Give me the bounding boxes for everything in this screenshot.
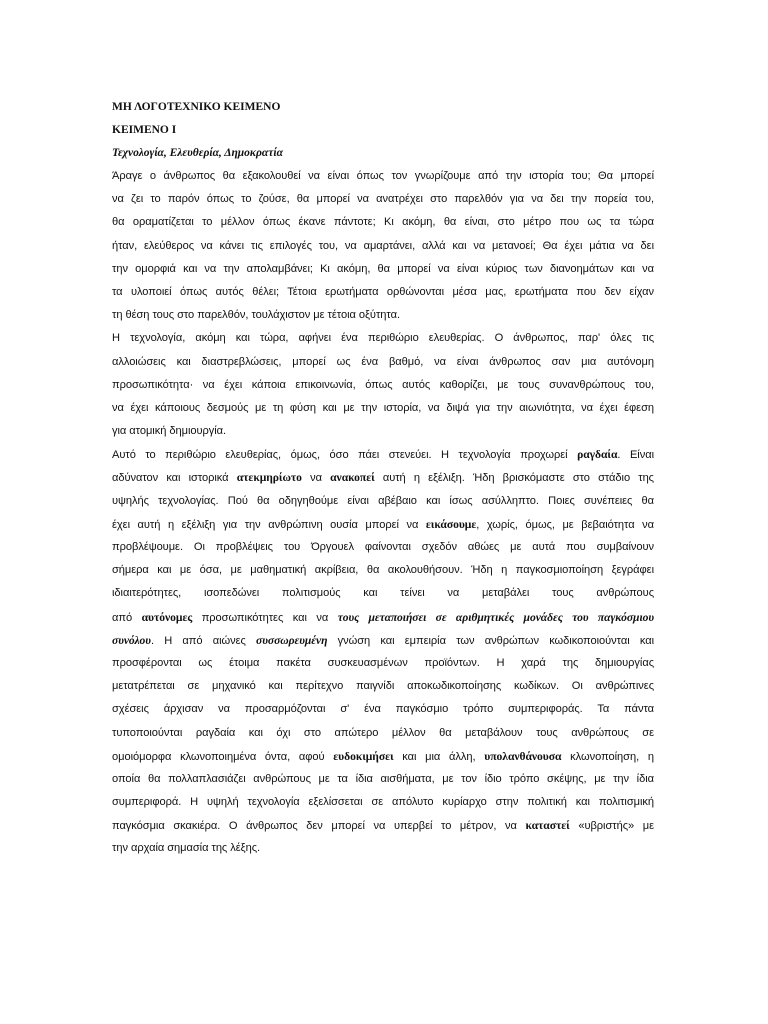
emphasized-word: ατεκμηρίωτο — [236, 471, 302, 485]
text-run: κλωνοποίηση, η — [561, 750, 654, 763]
text-line — [112, 466, 654, 489]
text-line — [112, 722, 654, 745]
emphasized-word: υπολανθάνουσα — [484, 749, 562, 763]
text-run: από — [112, 611, 142, 624]
emphasized-word: εικάσουμε — [425, 517, 477, 531]
emphasized-word: καταστεί — [525, 819, 570, 833]
text-line — [112, 513, 654, 536]
text-line — [112, 258, 654, 281]
document-title: ΜΗ ΛΟΓΟΤΕΧΝΙΚΟ ΚΕΙΜΕΝΟ — [112, 101, 281, 113]
text-run: τα υλοποιεί όπως αυτός θέλει; Τέτοια ερωτήματα ορθώνονται μέσα μας, ερωτήματα που δεν είχαν — [112, 285, 654, 298]
text-run: αδύνατον και ιστορικά — [112, 472, 237, 485]
text-run: έχει αυτή η εξέλιξη για την ανθρώπινη ουσία μπορεί να — [112, 518, 426, 531]
text-line — [112, 698, 654, 721]
text-run: Αυτό το περιθώριο ελευθερίας, όμως, όσο πάει στενεύει. Η τεχνολογία προχωρεί — [112, 449, 578, 462]
text-run: αλλοιώσεις και διαστρεβλώσεις, μπορεί ως ένα βαθμό, να είναι άνθρωπος σαν μια αυτόνομη — [112, 355, 654, 368]
text-run: ιδιαιτερότητες, ισοπεδώνει πολιτισμούς και τείνει να μεταβάλει τους ανθρώπους — [112, 587, 654, 600]
section-heading: ΚΕΙΜΕΝΟ Ι — [112, 124, 177, 136]
text-run: οποία θα πολλαπλασιάζει ανθρώπους με τα ίδια αισθήματα, με τον ίδιο τρόπο σκέψης, με την ίδια — [112, 772, 654, 785]
text-run: ήταν, ελεύθερος να κάνει τις επιλογές του, να αμαρτάνει, αλλά και να μετανοεί; Θα έχει μάτια να δει — [112, 239, 654, 252]
text-line — [112, 327, 654, 350]
text-run: , χωρίς, όμως, με βεβαιότητα να — [476, 518, 654, 531]
emphasized-word: τους μεταποιήσει σε αριθμητικές μονάδες του παγκόσμιου — [337, 610, 654, 624]
text-run: υψηλής τεχνολογίας. Πού θα οδηγηθούμε είναι αβέβαιο και ίσως ασύλληπτο. Ποιες συνέπειες θα — [112, 494, 654, 507]
paragraph — [112, 165, 654, 327]
body-text — [112, 165, 654, 861]
text-run: για ατομική δημιουργία. — [112, 425, 227, 438]
text-run: να έχει κάποιους δεσμούς με τη φύση και με την ιστορία, να διψά για την αιωνιότητα, να έχει έφεση — [112, 401, 654, 414]
text-line — [112, 211, 654, 234]
text-run: παγκόσμια σκακιέρα. Ο άνθρωπος δεν μπορεί να υπερβεί το μέτρον, να — [112, 820, 526, 833]
text-line — [112, 281, 654, 304]
text-run: σχέσεις άρχισαν να προσαρμόζονται σ' ένα παγκόσμιο τρόπο συμπεριφοράς. Τα πάντα — [112, 703, 654, 716]
text-run: . Είναι — [617, 449, 654, 462]
text-run: να — [301, 472, 331, 485]
text-run: προσωπικότητες και να — [192, 611, 338, 624]
text-line — [112, 235, 654, 258]
text-run: προσωπικότητα· να έχει κάποια επικοινωνία, όπως αυτός καθορίζει, με τους συνανθρώπους του, — [112, 378, 654, 391]
text-line — [112, 490, 654, 513]
text-line — [112, 351, 654, 374]
text-run: «υβριστής» με — [569, 820, 654, 833]
text-run: προβλέψουμε. Οι προβλέψεις του Όργουελ φαίνονται σχεδόν αθώες με αυτά που συμβαίνουν — [112, 541, 654, 553]
text-line — [112, 652, 654, 675]
emphasized-word: ραγδαία — [577, 448, 618, 462]
text-line — [112, 165, 654, 188]
text-run: και μια άλλη, — [393, 750, 485, 763]
text-line — [112, 582, 654, 605]
text-line — [112, 559, 654, 582]
section-subtitle: Τεχνολογία, Ελευθερία, Δημοκρατία — [112, 147, 283, 159]
text-line — [112, 837, 654, 860]
text-line — [112, 536, 654, 559]
paragraph — [112, 327, 654, 443]
text-line — [112, 304, 654, 327]
text-run: την ομορφιά και να την απολαμβάνει; Κι ακόμη, θα μπορεί να είναι κύριος των διανοημάτων και να — [112, 262, 654, 275]
text-run: σήμερα και με όσα, με μαθηματική ακρίβεια, θα ακολουθήσουν. Ήδη η παγκοσμιοποίηση ξεγράφει — [112, 564, 654, 577]
emphasized-word: αυτόνομες — [141, 610, 193, 624]
text-line — [112, 675, 654, 698]
text-run: συμπεριφορά. Η υψηλή τεχνολογία εξελίσσεται σε απόλυτο κυρίαρχο στην πολιτική και πολιτισμική — [112, 796, 654, 809]
emphasized-word: ευδοκιμήσει — [333, 749, 394, 763]
text-run: αυτή η εξέλιξη. Ήδη βρισκόμαστε στο στάδιο της — [374, 472, 654, 485]
text-line — [112, 791, 654, 814]
text-line — [112, 768, 654, 791]
text-line — [112, 374, 654, 397]
emphasized-word: ανακοπεί — [330, 471, 375, 485]
text-run: Άραγε ο άνθρωπος θα εξακολουθεί να είναι όπως τον γνωρίζουμε από την ιστορία του; Θα μπορεί — [112, 170, 654, 182]
text-line — [112, 745, 654, 768]
text-run: τη θέση τους στο παρελθόν, τουλάχιστον με τέτοια οξύτητα. — [112, 309, 400, 322]
text-run: τυποποιούνται ραγδαία και όχι στο απώτερο μέλλον θα μεταβάλουν τους ανθρώπους σε — [112, 726, 654, 739]
text-line — [112, 814, 654, 837]
text-run: την αρχαία σημασία της λέξης. — [112, 842, 261, 855]
text-run: θα οραματίζεται το μέλλον όπως έκανε πάντοτε; Κι ακόμη, θα είναι, στο μέτρο που ως τα τώρα — [112, 216, 654, 229]
text-line — [112, 443, 654, 466]
text-line — [112, 629, 654, 652]
text-run: . Η από αιώνες — [150, 634, 257, 647]
text-run: μετατρέπεται σε μηχανικό και περίτεχνο παιγνίδι αποκωδικοποίησης κωδίκων. Οι ανθρώπινες — [112, 680, 654, 693]
document-page — [112, 96, 654, 861]
emphasized-word: συνόλου — [112, 633, 151, 647]
text-line — [112, 397, 654, 420]
text-line — [112, 188, 654, 211]
text-line — [112, 606, 654, 629]
text-run: προσφέρονται ως έτοιμα πακέτα συσκευασμένων προϊόντων. Η χαρά της δημιουργίας — [112, 656, 654, 669]
emphasized-word: συσσωρευμένη — [256, 633, 328, 647]
text-run: ομοιόμορφα κλωνοποιημένα όντα, αφού — [112, 750, 334, 763]
text-run: να ζει το παρόν όπως το ζούσε, θα μπορεί να ανατρέχει στο παρελθόν για να δει την πορεία του, — [112, 193, 654, 206]
paragraph — [112, 443, 654, 860]
text-line — [112, 420, 654, 443]
text-run: Η τεχνολογία, ακόμη και τώρα, αφήνει ένα περιθώριο ελευθερίας. Ο άνθρωπος, παρ' όλες τις — [112, 332, 654, 345]
text-run: γνώση και εμπειρία των ανθρώπων κωδικοποιούνται και — [327, 634, 654, 647]
